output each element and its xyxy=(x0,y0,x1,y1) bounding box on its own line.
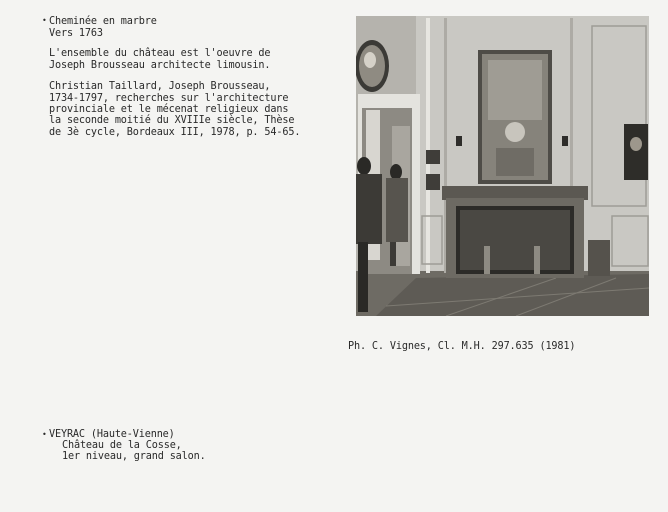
location-commune: VEYRAC (Haute-Vienne) xyxy=(49,429,175,440)
reference-line-3: provinciale et le mécenat religieux dans xyxy=(49,104,289,115)
bullet-bottom: • xyxy=(42,430,47,439)
location-building: Château de la Cosse, xyxy=(62,440,182,451)
reference-line-4: la seconde moitié du XVIIIe siècle, Thèse xyxy=(49,115,295,126)
reference-line-5: de 3è cycle, Bordeaux III, 1978, p. 54-65. xyxy=(49,127,301,138)
caption-title: Cheminée en marbre xyxy=(49,16,157,27)
reference-line-2: 1734-1797, recherches sur l'architecture xyxy=(49,93,289,104)
caption-date: Vers 1763 xyxy=(49,28,103,39)
attribution-line-1: L'ensemble du château est l'oeuvre de xyxy=(49,48,271,59)
attribution-line-2: Joseph Brousseau architecte limousin. xyxy=(49,60,271,71)
photo-credit: Ph. C. Vignes, Cl. M.H. 297.635 (1981) xyxy=(348,341,576,352)
reference-line-1: Christian Taillard, Joseph Brousseau, xyxy=(49,81,271,92)
location-room: 1er niveau, grand salon. xyxy=(62,451,206,462)
bullet-top: • xyxy=(42,16,47,25)
salon-photograph xyxy=(356,16,649,316)
